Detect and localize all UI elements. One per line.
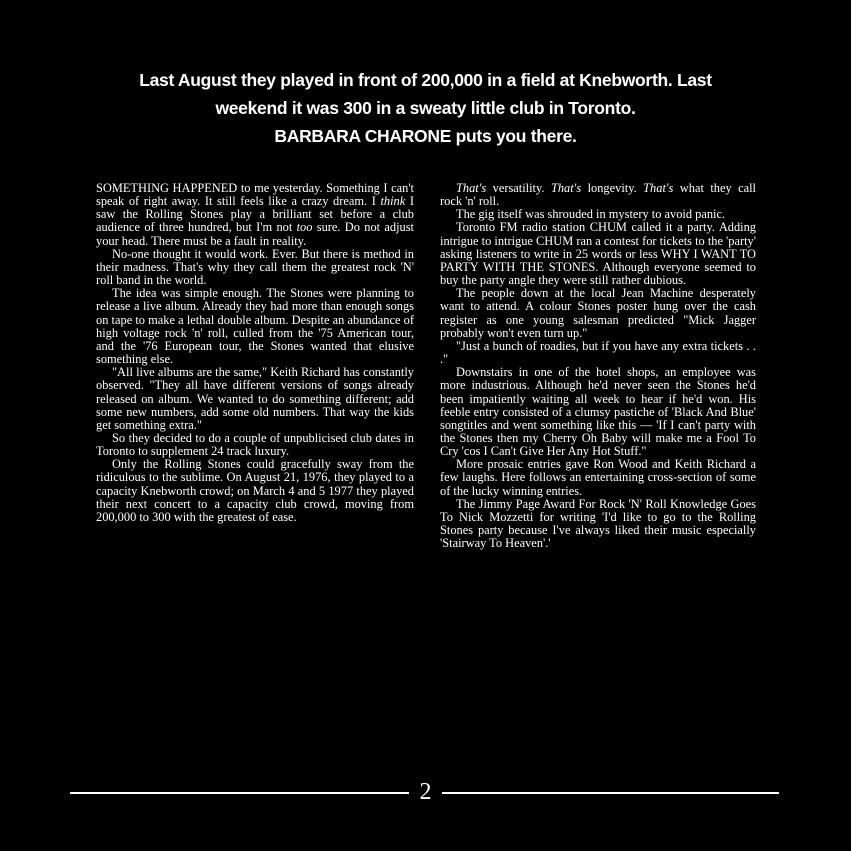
footer-rule-left xyxy=(70,792,409,794)
article-column-left xyxy=(96,182,414,524)
page-number: 2 xyxy=(419,779,432,805)
paragraph: Only the Rolling Stones could gracefully sway from the ridiculous to the sublime. On August 21, 1976, they played to a capacity Knebworth crowd; on March 4 and 5 1977 they played their next concert to a capacity club crowd, moving from 200,000 to 300 with the greatest of ease. xyxy=(96,457,414,524)
paragraph: More prosaic entries gave Ron Wood and Keith Richard a few laughs. Here follows an entertaining cross-section of some of the lucky winning entries. xyxy=(440,457,756,498)
paragraph: "Just a bunch of roadies, but if you have any extra tickets . . ." xyxy=(440,338,756,367)
headline-byline: BARBARA CHARONE puts you there. xyxy=(274,126,577,146)
paragraph: The idea was simple enough. The Stones were planning to release a live album. Already they had more than enough songs on tape to make a lethal double album. Despite an abundance of high voltage rock 'n' roll, culled from the '75 American tour, and the '76 European tour, the Stones wanted that elusive something else. xyxy=(96,286,414,367)
paragraph: That's versatility. That's longevity. That's what they call rock 'n' roll. xyxy=(440,181,756,209)
headline-line-1: Last August they played in front of 200,000 in a field at Knebworth. Last xyxy=(139,70,712,90)
paragraph: The Jimmy Page Award For Rock 'N' Roll Knowledge Goes To Nick Mozzetti for writing 'I'd like to go to the Rolling Stones party because I've always liked their music especially 'Stairway To Heaven'.' xyxy=(440,496,756,551)
footer-rule-right xyxy=(442,792,779,794)
paragraph: Toronto FM radio station CHUM called it a party. Adding intrigue to intrigue CHUM ran a contest for tickets to the 'party' asking listeners to write in 25 words or less WHY I WANT TO PARTY WITH THE STONES. Although everyone seemed to buy the party angle they were still rather dubious. xyxy=(440,220,756,288)
paragraph: No-one thought it would work. Ever. But there is method in their madness. That's why they call them the greatest rock 'N' roll band in the world. xyxy=(96,246,414,288)
paragraph: The gig itself was shrouded in mystery to avoid panic. xyxy=(456,207,726,222)
standfirst-headline xyxy=(60,66,791,150)
article-column-right xyxy=(440,182,756,550)
paragraph: Downstairs in one of the hotel shops, an employee was more industrious. Although he'd never seen the Stones he'd been impatiently waiting all week to hear if he'd won. His feeble entry consisted of a clumsy pastiche of 'Black And Blue' songtitles and went something like this — 'If I can't party with the Stones then my Cherry Oh Baby will make me a Fool To Cry 'cos I Can't Give Her Any Hot Stuff." xyxy=(440,365,756,459)
paragraph: So they decided to do a couple of unpublicised club dates in Toronto to supplement 24 track luxury. xyxy=(96,430,414,459)
headline-line-2: weekend it was 300 in a sweaty little club in Toronto. xyxy=(215,98,636,118)
paragraph: SOMETHING HAPPENED to me yesterday. Something I can't speak of right away. It still feels like a crazy dream. I think I saw the Rolling Stones play a brilliant set before a club audience of three hundred, but I'm not too sure. Do not adjust your head. There must be a fault in reality. xyxy=(96,181,414,248)
drop-caps-opening: SOMETHING HAPPENED xyxy=(96,181,238,195)
paragraph: "All live albums are the same," Keith Richard has constantly observed. "They all have different versions of songs already released on album. We wanted to do something different; add some new numbers, add some old numbers. That way the kids get something extra." xyxy=(96,365,414,432)
paragraph: The people down at the local Jean Machine desperately want to attend. A colour Stones poster hung over the cash register as one young salesman predicted "Mick Jagger probably won't even turn up." xyxy=(440,286,756,340)
